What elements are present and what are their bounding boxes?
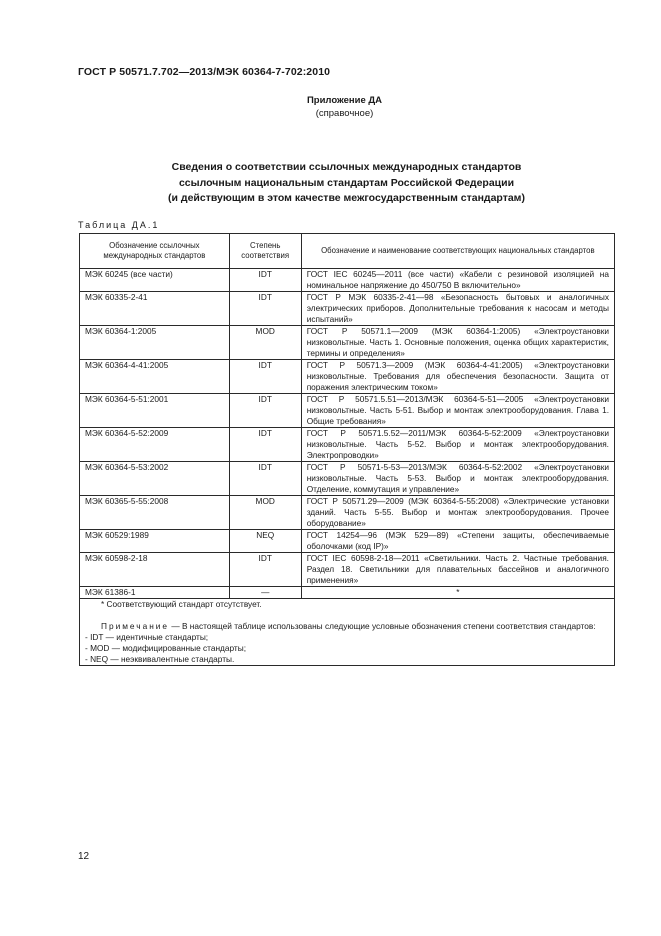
- annex-subtitle: (справочное): [315, 108, 374, 119]
- cell-national-std: ГОСТ Р 50571.29—2009 (МЭК 60364-5-55:2008) «Электрические установки зданий. Часть 5-55. Выбор и монтаж электрооборудования. Прочее оборудование»: [301, 496, 614, 530]
- cell-degree: IDT: [229, 553, 301, 587]
- cell-international-std: МЭК 60598-2-18: [80, 553, 230, 587]
- header-national-std: Обозначение и наименование соответствующих национальных стандартов: [301, 234, 614, 269]
- cell-international-std: МЭК 60365-5-55:2008: [80, 496, 230, 530]
- cell-national-std: ГОСТ Р 50571.1—2009 (МЭК 60364-1:2005) «Электроустановки низковольтные. Часть 1. Основные положения, оценка общих характеристик, термины и определения»: [301, 326, 614, 360]
- standards-table: [79, 233, 615, 666]
- cell-international-std: МЭК 60335-2-41: [80, 292, 230, 326]
- cell-degree: MOD: [229, 496, 301, 530]
- cell-national-std: ГОСТ IEC 60245—2011 (все части) «Кабели с резиновой изоляцией на номинальное напряжение до 450/750 В включительно»: [301, 269, 614, 292]
- note-item: - IDT — идентичные стандарты;: [85, 632, 209, 642]
- cell-international-std: МЭК 61386-1: [80, 587, 230, 599]
- table-row: [80, 292, 615, 326]
- cell-national-std: *: [301, 587, 614, 599]
- title-line: ссылочным национальным стандартам Российской Федерации: [178, 176, 515, 189]
- table-row: [80, 530, 615, 553]
- cell-international-std: МЭК 60364-4-41:2005: [80, 360, 230, 394]
- table-row: [80, 360, 615, 394]
- note-item: - NEQ — неэквивалентные стандарты.: [85, 654, 235, 664]
- title-line: (и действующим в этом качестве межгосударственным стандартам): [168, 192, 525, 204]
- cell-national-std: ГОСТ IEC 60598-2-18—2011 «Светильники. Часть 2. Частные требования. Раздел 18. Светильники для плавательных бассейнов и аналогичного применения»: [301, 553, 614, 587]
- cell-degree: IDT: [229, 428, 301, 462]
- cell-international-std: МЭК 60364-5-52:2009: [80, 428, 230, 462]
- header-degree: Степень соответствия: [229, 234, 301, 269]
- cell-national-std: ГОСТ Р 50571.5.52—2011/МЭК 60364-5-52:2009 «Электроустановки низковольтные. Часть 5-52. Выбор и монтаж электрооборудования. Электропроводки»: [301, 428, 614, 462]
- cell-degree: MOD: [229, 326, 301, 360]
- footnote: * Соответствующий стандарт отсутствует.: [101, 599, 262, 609]
- cell-international-std: МЭК 60245 (все части): [80, 269, 230, 292]
- cell-national-std: ГОСТ Р 50571.3—2009 (МЭК 60364-4-41:2005) «Электроустановки низковольтные. Требования для обеспечения безопасности. Защита от поражения электрическим током»: [301, 360, 614, 394]
- annex-title: Приложение ДА: [306, 95, 383, 106]
- header-international-std: Обозначение ссылочных международных стандартов: [80, 234, 230, 269]
- table-row: [80, 326, 615, 360]
- table-row: [80, 462, 615, 496]
- note-label: Примечание: [101, 621, 170, 631]
- cell-national-std: ГОСТ Р 50571-5-53—2013/МЭК 60364-5-52:2002 «Электроустановки низковольтные. Часть 5-53. Выбор и монтаж электрооборудования. Отделение, коммутация и управление»: [301, 462, 614, 496]
- table-row: [80, 428, 615, 462]
- table-row: [80, 587, 615, 599]
- cell-degree: IDT: [229, 292, 301, 326]
- section-title: [78, 160, 615, 207]
- cell-degree: IDT: [229, 269, 301, 292]
- cell-international-std: МЭК 60529:1989: [80, 530, 230, 553]
- table-row: [80, 394, 615, 428]
- page-number: 12: [78, 851, 90, 862]
- cell-degree: NEQ: [229, 530, 301, 553]
- cell-degree: IDT: [229, 462, 301, 496]
- cell-international-std: МЭК 60364-5-51:2001: [80, 394, 230, 428]
- table-row: [80, 496, 615, 530]
- table-row: [80, 553, 615, 587]
- note: [85, 621, 609, 632]
- cell-international-std: МЭК 60364-5-53:2002: [80, 462, 230, 496]
- title-line: Сведения о соответствии ссылочных международных стандартов: [171, 161, 522, 173]
- cell-international-std: МЭК 60364-1:2005: [80, 326, 230, 360]
- note-item: - MOD — модифицированные стандарты;: [85, 643, 247, 653]
- cell-degree: IDT: [229, 394, 301, 428]
- table-row: [80, 269, 615, 292]
- table-notes: [80, 599, 615, 666]
- cell-national-std: ГОСТ Р МЭК 60335-2-41—98 «Безопасность бытовых и аналогичных электрических приборов. Дополнительные требования к насосам и методы испытаний»: [301, 292, 614, 326]
- cell-national-std: ГОСТ 14254—96 (МЭК 529—89) «Степени защиты, обеспечиваемые оболочками (код IP)»: [301, 530, 614, 553]
- cell-degree: —: [229, 587, 301, 599]
- document-id: ГОСТ Р 50571.7.702—2013/МЭК 60364-7-702:2010: [78, 66, 331, 78]
- cell-degree: IDT: [229, 360, 301, 394]
- table-notes-row: [80, 599, 615, 666]
- cell-national-std: ГОСТ Р 50571.5.51—2013/МЭК 60364-5-51—2005 «Электроустановки низковольтные. Часть 5-51. Выбор и монтаж электрооборудования. Глава 1. Общие требования»: [301, 394, 614, 428]
- table-header-row: [80, 234, 615, 269]
- note-text: — В настоящей таблице использованы следующие условные обозначения степени соответствия стандартов:: [169, 621, 596, 631]
- table-caption: Таблица ДА.1: [78, 220, 160, 230]
